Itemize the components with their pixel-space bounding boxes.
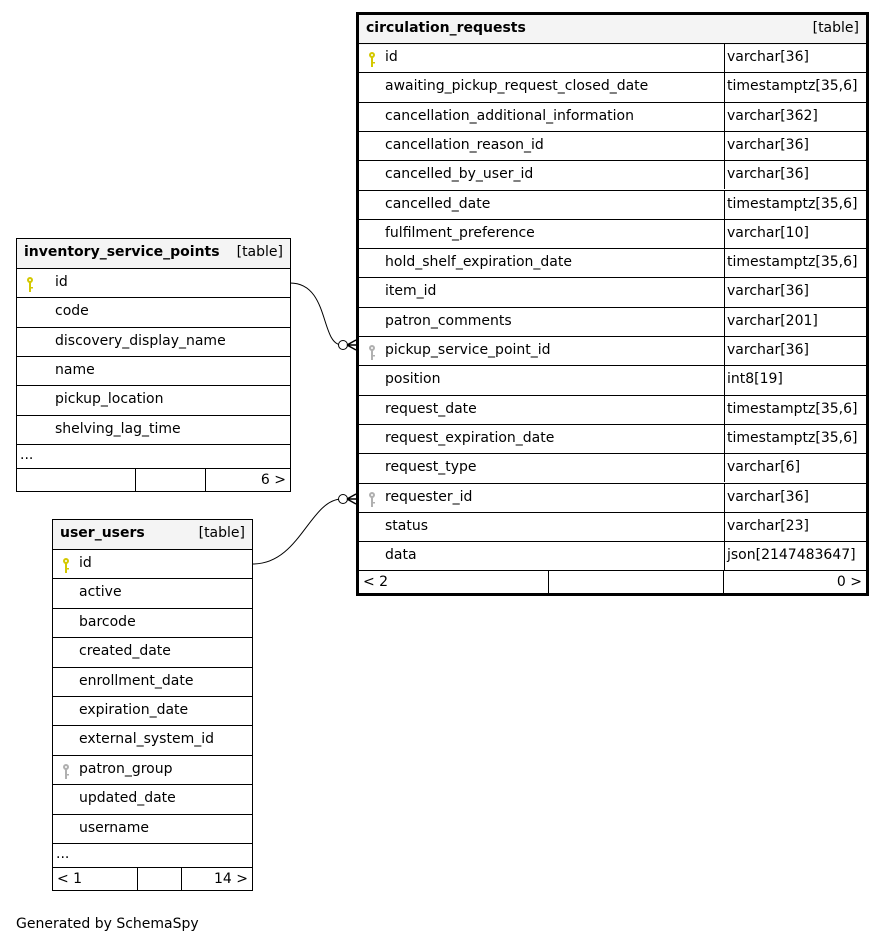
column-row[interactable] <box>359 541 866 570</box>
column-name[interactable]: request_date <box>385 400 477 417</box>
column-row[interactable] <box>359 336 866 365</box>
footer-divider <box>135 469 136 491</box>
table-kind: [table] <box>236 244 283 260</box>
column-name[interactable]: awaiting_pickup_request_closed_date <box>385 78 649 95</box>
column-divider <box>724 220 725 248</box>
column-row[interactable] <box>53 637 252 666</box>
column-name[interactable]: enrollment_date <box>79 672 194 689</box>
column-type: varchar[23] <box>727 517 809 534</box>
column-divider <box>724 454 725 482</box>
column-row[interactable] <box>359 483 866 512</box>
relationship-service-point-to-request <box>290 283 342 345</box>
column-row[interactable] <box>359 248 866 277</box>
footer-divider <box>205 469 206 491</box>
more-columns-row[interactable] <box>53 843 252 867</box>
column-divider <box>724 542 725 570</box>
column-row[interactable] <box>53 578 252 607</box>
column-row[interactable] <box>53 696 252 725</box>
crowfoot-marker <box>347 340 356 350</box>
column-name[interactable]: pickup_service_point_id <box>385 342 551 358</box>
column-row[interactable] <box>53 814 252 843</box>
column-row[interactable] <box>53 608 252 637</box>
column-name[interactable]: position <box>385 371 441 388</box>
table-circulation-requests[interactable] <box>356 12 869 596</box>
table-footer <box>17 468 290 491</box>
column-name[interactable]: cancelled_by_user_id <box>385 166 534 183</box>
children-count[interactable]: 6 > <box>260 471 286 488</box>
children-count[interactable]: 0 > <box>836 574 862 591</box>
column-type: timestamptz[35,6] <box>727 254 858 271</box>
column-row[interactable] <box>17 415 290 444</box>
column-row[interactable] <box>17 268 290 297</box>
column-divider <box>724 103 725 131</box>
table-inventory-service-points[interactable] <box>16 238 291 492</box>
foreign-key-icon <box>61 763 71 780</box>
column-row[interactable] <box>359 131 866 160</box>
column-name[interactable]: username <box>79 819 149 836</box>
column-row[interactable] <box>359 72 866 101</box>
column-row[interactable] <box>359 307 866 336</box>
footer-divider <box>548 571 549 593</box>
zero-many-marker <box>339 495 348 504</box>
zero-many-marker <box>339 341 348 350</box>
column-divider <box>724 132 725 160</box>
column-divider <box>724 161 725 189</box>
column-divider <box>724 425 725 453</box>
footer-divider <box>723 571 724 593</box>
column-type: json[2147483647] <box>727 547 856 564</box>
column-row[interactable] <box>53 784 252 813</box>
column-name[interactable]: data <box>385 547 417 564</box>
column-name[interactable]: cancellation_additional_information <box>385 107 634 124</box>
column-divider <box>724 44 725 72</box>
column-row[interactable] <box>359 395 866 424</box>
more-columns-ellipsis[interactable]: ... <box>20 446 34 463</box>
column-row[interactable] <box>53 549 252 578</box>
column-name[interactable]: pickup_location <box>55 391 164 408</box>
column-name[interactable]: fulfilment_preference <box>385 224 535 241</box>
column-name[interactable]: requester_id <box>385 488 473 505</box>
column-row[interactable] <box>359 424 866 453</box>
column-name[interactable]: patron_comments <box>385 312 512 329</box>
column-row[interactable] <box>359 190 866 219</box>
column-name[interactable]: patron_group <box>79 760 173 777</box>
column-type: varchar[36] <box>727 342 809 358</box>
column-type: int8[19] <box>727 371 783 388</box>
column-type: varchar[6] <box>727 459 801 476</box>
column-name[interactable]: cancelled_date <box>385 195 491 212</box>
column-row[interactable] <box>17 385 290 414</box>
column-type: timestamptz[35,6] <box>727 429 858 446</box>
table-title: circulation_requests <box>366 20 526 36</box>
column-name[interactable]: id <box>385 49 398 65</box>
children-count[interactable]: 14 > <box>214 871 248 887</box>
column-name[interactable]: active <box>79 584 122 601</box>
column-row[interactable] <box>359 277 866 306</box>
table-kind: [table] <box>812 20 859 36</box>
more-columns-row[interactable] <box>17 444 290 468</box>
table-user-users[interactable] <box>52 519 253 891</box>
column-divider <box>724 191 725 219</box>
relationship-user-to-request <box>253 499 342 564</box>
primary-key-icon <box>61 557 71 574</box>
table-header <box>17 239 290 268</box>
footer-divider <box>137 868 138 890</box>
column-name[interactable]: expiration_date <box>79 702 189 718</box>
column-divider <box>724 337 725 365</box>
column-divider <box>724 73 725 101</box>
column-row[interactable] <box>17 356 290 385</box>
column-row[interactable] <box>53 755 252 784</box>
column-name[interactable]: id <box>79 555 92 571</box>
column-name[interactable]: request_expiration_date <box>385 429 555 446</box>
column-row[interactable] <box>359 219 866 248</box>
column-row[interactable] <box>17 297 290 326</box>
column-name[interactable]: created_date <box>79 643 171 660</box>
more-columns-ellipsis[interactable]: ... <box>56 846 70 862</box>
footer-divider <box>181 868 182 890</box>
column-name[interactable]: request_type <box>385 459 477 476</box>
column-type: varchar[36] <box>727 136 809 153</box>
column-row[interactable] <box>359 512 866 541</box>
column-row[interactable] <box>359 365 866 394</box>
column-row[interactable] <box>359 43 866 72</box>
column-name[interactable]: status <box>385 517 429 534</box>
foreign-key-icon <box>367 344 377 361</box>
column-row[interactable] <box>359 102 866 131</box>
crowfoot-marker <box>347 494 356 504</box>
column-divider <box>724 278 725 306</box>
foreign-key-icon <box>367 491 377 508</box>
table-title: inventory_service_points <box>24 244 220 260</box>
column-name[interactable]: updated_date <box>79 790 176 807</box>
column-type: timestamptz[35,6] <box>727 195 858 212</box>
column-row[interactable] <box>359 160 866 189</box>
column-type: varchar[36] <box>727 488 809 505</box>
column-name[interactable]: id <box>55 274 68 290</box>
table-header <box>53 520 252 549</box>
parents-count[interactable]: < 2 <box>363 574 389 591</box>
parents-count[interactable]: < 1 <box>57 871 83 887</box>
column-row[interactable] <box>359 453 866 482</box>
column-divider <box>724 484 725 512</box>
column-row[interactable] <box>53 725 252 754</box>
primary-key-icon <box>367 51 377 68</box>
column-type: varchar[201] <box>727 312 818 329</box>
column-type: timestamptz[35,6] <box>727 78 858 95</box>
generated-by-text: Generated by SchemaSpy <box>16 916 199 932</box>
table-footer <box>53 867 252 890</box>
column-name[interactable]: hold_shelf_expiration_date <box>385 254 572 271</box>
column-row[interactable] <box>17 327 290 356</box>
column-type: varchar[36] <box>727 49 809 65</box>
table-header <box>359 15 866 45</box>
column-row[interactable] <box>53 667 252 696</box>
table-kind: [table] <box>198 525 245 541</box>
column-divider <box>724 396 725 424</box>
column-type: timestamptz[35,6] <box>727 400 858 417</box>
column-type: varchar[10] <box>727 224 809 241</box>
column-name[interactable]: shelving_lag_time <box>55 420 181 437</box>
column-name[interactable]: barcode <box>79 613 136 630</box>
column-type: varchar[36] <box>727 166 809 183</box>
column-name[interactable]: external_system_id <box>79 731 214 748</box>
column-name[interactable]: discovery_display_name <box>55 332 226 349</box>
column-divider <box>724 249 725 277</box>
column-divider <box>724 308 725 336</box>
table-title: user_users <box>60 525 145 541</box>
column-divider <box>724 366 725 394</box>
column-name[interactable]: code <box>55 303 89 320</box>
primary-key-icon <box>25 276 35 293</box>
column-type: varchar[362] <box>727 107 818 124</box>
column-name[interactable]: item_id <box>385 283 437 300</box>
column-divider <box>724 513 725 541</box>
column-name[interactable]: name <box>55 361 95 378</box>
table-footer <box>359 570 866 593</box>
column-name[interactable]: cancellation_reason_id <box>385 136 544 153</box>
column-type: varchar[36] <box>727 283 809 300</box>
